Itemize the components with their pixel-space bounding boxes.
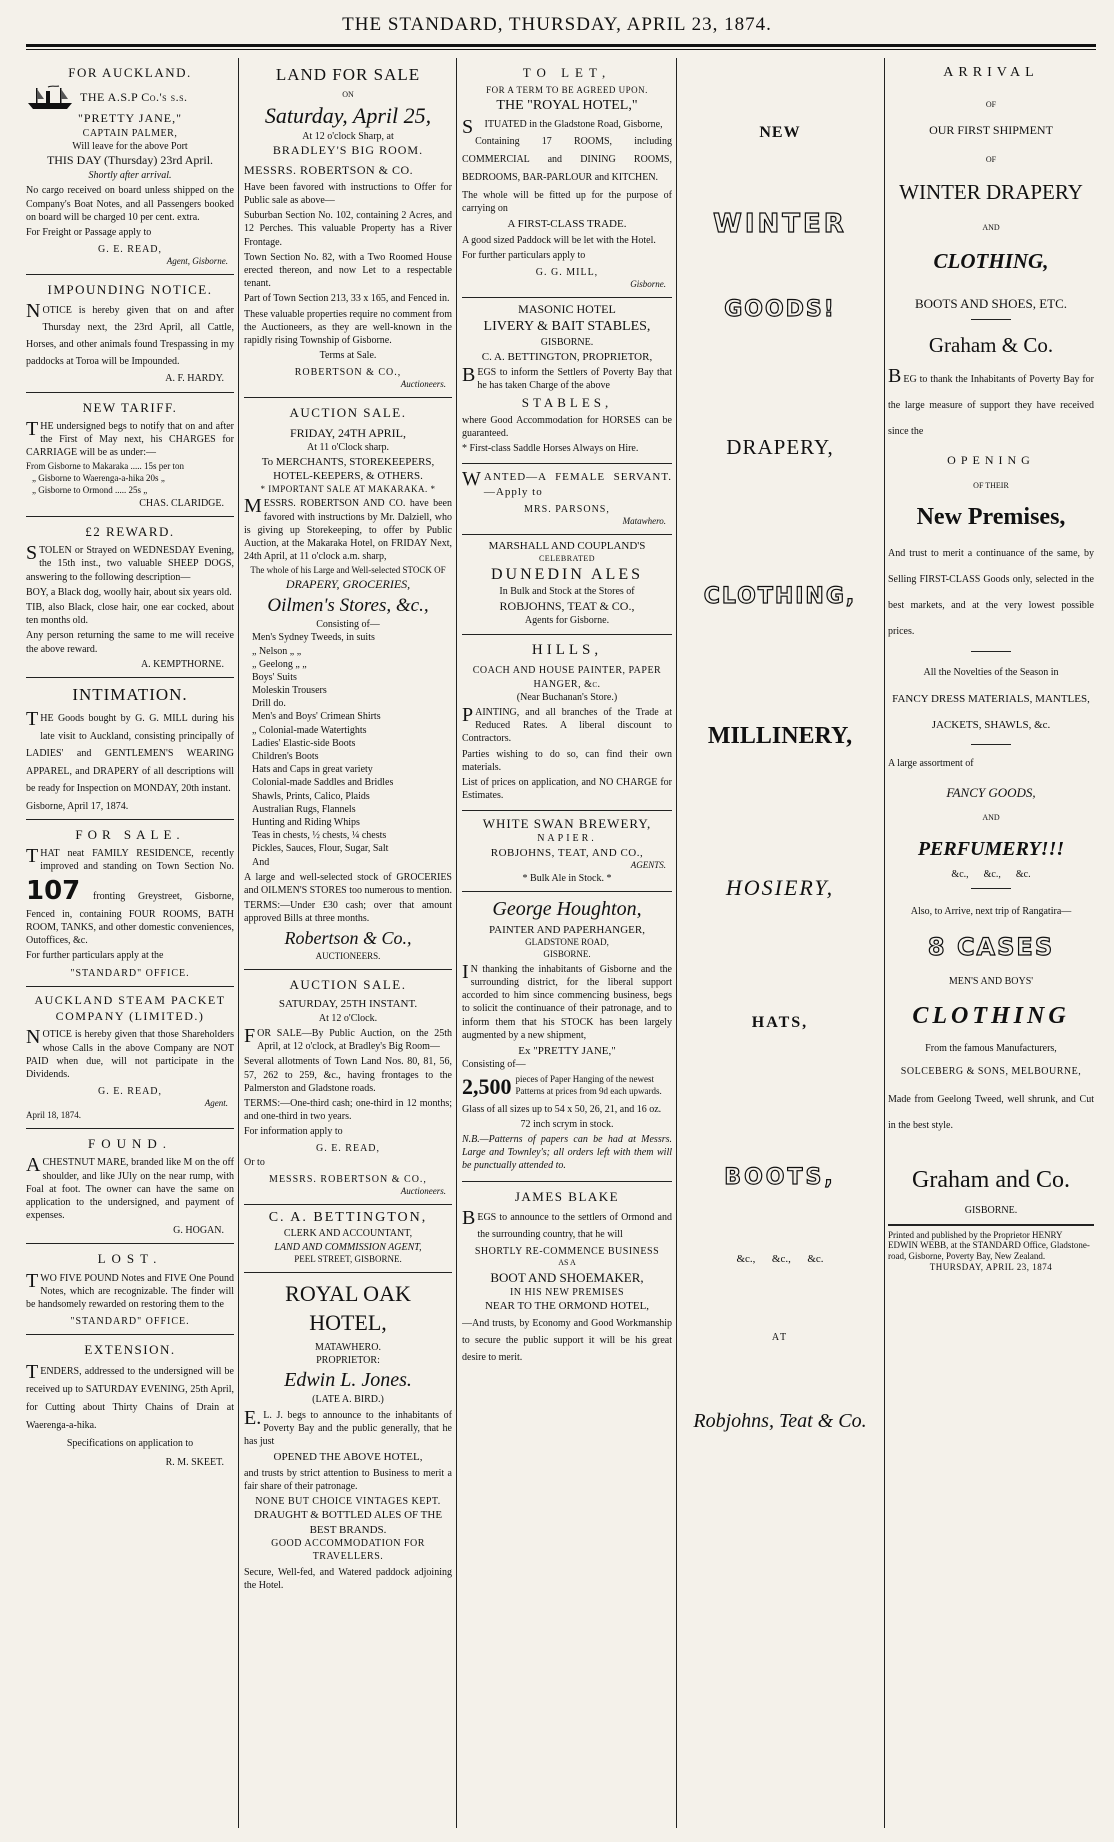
- ad-subtitle: AUCTIONEERS.: [315, 951, 381, 962]
- ad-hills: [462, 635, 672, 812]
- list-item: „ Geelong „ „: [252, 658, 307, 670]
- masthead: THE STANDARD, THURSDAY, APRIL 23, 1874.: [342, 14, 772, 35]
- ad-line: (LATE A. BIRD.): [312, 1394, 384, 1406]
- tariff-rate: From Gisborne to Makaraka ..... 15s per ton: [26, 461, 184, 472]
- ad-line: MEN'S AND BOYS': [948, 976, 1034, 988]
- ad-reward: [26, 517, 234, 678]
- ad-heading: MARSHALL AND COUPLAND'S: [488, 540, 646, 553]
- ad-line: Shortly after arrival.: [88, 170, 172, 182]
- ad-body: BEG to thank the Inhabitants of Poverty Bay for the large measure of support they have received since the: [888, 365, 1094, 438]
- ad-firm-robjohns: Robjohns, Teat & Co.: [693, 1409, 867, 1432]
- ad-word-winter: WINTER: [713, 209, 847, 240]
- ad-heading: INTIMATION.: [72, 684, 188, 704]
- ad-word-goods: GOODS!: [724, 297, 836, 323]
- ad-line: From the famous Manufacturers,: [925, 1043, 1057, 1055]
- ad-body-part: THAT neat FAMILY RESIDENCE, recently improved and standing on Town Section No.: [26, 845, 234, 873]
- ad-line: C. A. BETTINGTON, PROPRIETOR,: [481, 350, 653, 363]
- ad-heading: LIVERY & BAIT STABLES,: [483, 318, 651, 334]
- column-rule: [676, 58, 677, 1828]
- ad-body: BOY, a Black dog, woolly hair, about six years old.: [26, 586, 232, 598]
- sale-date: SATURDAY, 25TH INSTANT.: [278, 998, 418, 1011]
- ad-body: For Freight or Passage apply to: [26, 226, 152, 238]
- ad-line: STABLES,: [521, 395, 613, 411]
- ad-line: NAPIER.: [537, 833, 597, 845]
- ad-body: E.L. J. begs to announce to the inhabitants of Poverty Bay and the public generally, that he has just: [244, 1406, 452, 1447]
- ad-word-clothing: CLOTHING,: [703, 584, 857, 610]
- ad-heading: AUCTION SALE.: [289, 405, 407, 421]
- ad-body: * First-class Saddle Horses Always on Hire.: [462, 442, 639, 454]
- ad-signature: A. KEMPTHORNE.: [140, 658, 224, 670]
- ad-line: OF: [985, 100, 997, 110]
- ad-line: OF: [985, 154, 997, 164]
- ad-signature: CHAS. CLARIDGE.: [139, 497, 224, 509]
- ad-body: Secure, Well-fed, and Watered paddock adjoining the Hotel.: [244, 1566, 452, 1591]
- ad-line: Terms at Sale.: [319, 350, 377, 362]
- list-item: Colonial-made Saddles and Bridles: [252, 777, 394, 789]
- ad-to-let: [462, 58, 672, 298]
- ad-word-etc: &c., &c., &c.: [736, 1253, 824, 1266]
- ad-body: Several allotments of Town Land Nos. 80, 81, 56, 57, 262 to 259, &c., having frontages to the Palmerston and Gladstone roads.: [244, 1056, 452, 1094]
- ad-land-for-sale: [244, 58, 452, 398]
- ad-heading: PERFUMERY!!!: [917, 837, 1065, 860]
- ad-body: NOTICE is hereby given that those Shareholders whose Calls in the above Company are NOT PAID when due, will not participate in the Dividends.: [26, 1026, 234, 1081]
- ad-body: For further particulars apply to: [462, 249, 586, 261]
- ad-heading: LOST.: [97, 1251, 163, 1267]
- list-item: And: [252, 856, 270, 868]
- tariff-rate: „ Gisborne to Waerenga-a-hika 20s „: [32, 473, 165, 484]
- ad-heading: FOR SALE.: [75, 827, 185, 843]
- ship-name: "PRETTY JANE,": [77, 111, 183, 126]
- ad-line: GOOD ACCOMMODATION FOR TRAVELLERS.: [271, 1538, 425, 1563]
- ad-body: where Good Accommodation for HORSES can be guaranteed.: [462, 414, 672, 439]
- column-5: [888, 58, 1094, 1828]
- ad-body: Parties wishing to do so, can find their own materials.: [462, 748, 672, 773]
- ad-line: OF THEIR: [973, 481, 1009, 491]
- ad-heading: CLOTHING: [912, 1002, 1070, 1029]
- ad-line: Consisting of—: [316, 619, 380, 631]
- ad-line: DRAPERY, GROCERIES,: [285, 577, 411, 592]
- ad-line: AND: [982, 223, 1000, 233]
- ad-line: NONE BUT CHOICE VINTAGES KEPT.: [255, 1496, 441, 1508]
- ad-line: Ex "PRETTY JANE,": [518, 1044, 616, 1057]
- ad-heading: NEW TARIFF.: [82, 399, 178, 415]
- list-item: „ Nelson „ „: [252, 645, 302, 657]
- ad-line: * Bulk Ale in Stock. *: [522, 872, 612, 884]
- ad-line: AND: [982, 813, 1000, 823]
- ad-line: BOOT AND SHOEMAKER,: [490, 1269, 644, 1285]
- ad-signature: Robertson & Co.,: [284, 928, 412, 949]
- ad-signature: G. G. MILL,: [535, 266, 599, 278]
- ad-heading: AUCKLAND STEAM PACKET COMPANY (LIMITED.): [34, 992, 226, 1023]
- ad-subtitle: Agent.: [204, 1098, 228, 1109]
- ad-line: DRAUGHT & BOTTLED ALES OF THE BEST BRANDS.: [253, 1509, 443, 1536]
- ad-line: COACH AND HOUSE PAINTER, PAPER HANGER, &c.: [472, 665, 662, 690]
- ad-george-houghton: [462, 892, 672, 1181]
- ad-line: THE A.S.P Co.'s s.s.: [80, 90, 188, 105]
- ad-heading: MASONIC HOTEL: [518, 302, 616, 317]
- ad-body: THE Goods bought by G. G. MILL during his late visit to Auckland, consisting principally of LADIES' and GENTLEMEN'S WEARING APPAREL, and DRAPERY of all descriptions will be ready for Inspection on MONDAY, 20th instant.: [26, 708, 234, 795]
- ad-line: GISBORNE.: [540, 337, 594, 349]
- top-rule-thin: [26, 49, 1096, 50]
- ad-heading: AUCTION SALE.: [289, 977, 407, 993]
- column-2: [244, 58, 452, 1828]
- ad-heading: TO LET,: [522, 65, 612, 80]
- ad-body: THE undersigned begs to notify that on and after the First of May next, his CHARGES for CARRIAGE will be as under:—: [26, 417, 234, 459]
- list-item: „ Colonial-made Watertights: [252, 724, 367, 736]
- ad-for-sale: [26, 820, 234, 987]
- ad-body: Made from Geelong Tweed, well shrunk, and Cut in the best style.: [888, 1093, 1094, 1131]
- ad-body: No cargo received on board unless shipped on the Company's Boat Notes, and all Passengers booked on board will be charged 10 per cent. extra.: [26, 185, 234, 223]
- ad-heading: WINTER DRAPERY: [899, 180, 1083, 205]
- ad-line: CLERK AND ACCOUNTANT,: [283, 1228, 413, 1240]
- ad-signature: G. HOGAN.: [173, 1225, 224, 1237]
- ad-body: Containing 17 ROOMS, including COMMERCIAL and DINING ROOMS, BEDROOMS, BAR-PARLOUR and KITCHEN.: [462, 135, 672, 183]
- ad-signature: G. E. READ,: [315, 1143, 381, 1155]
- ad-line: SHORTLY RE-COMMENCE BUSINESS: [474, 1245, 660, 1257]
- ad-subtitle: Matawhero.: [622, 516, 666, 527]
- ad-body: The whole will be fitted up for the purpose of carrying on: [462, 189, 672, 214]
- ad-masonic-hotel: [462, 298, 672, 464]
- ad-line: A FIRST-CLASS TRADE.: [507, 218, 627, 231]
- ad-body: MESSRS. ROBERTSON AND CO. have been favored with instructions by Mr. Dalziell, who is giving up Storekeeping, to offer by Public Auction, at the Makaraka Hotel, on FRIDAY Next, 24th April, at 11 o'clock a.m. sharp,: [244, 495, 452, 563]
- ad-word-new: NEW: [759, 124, 801, 141]
- ad-line: PAINTER AND PAPERHANGER,: [489, 923, 645, 936]
- list-item: Ladies' Elastic-side Boots: [252, 737, 356, 749]
- ad-line: BOOTS AND SHOES, ETC.: [914, 296, 1068, 312]
- ad-body: Suburban Section No. 102, containing 2 Acres, and 12 Perches. This valuable Property has a River Frontage.: [244, 210, 452, 248]
- separator: [971, 319, 1011, 320]
- ad-heading: ARRIVAL: [943, 65, 1039, 80]
- imprint-text: Printed and published by the Proprietor HENRY EDWIN WEBB, at the STANDARD Office, Gladstone-road, Gisborne, Poverty Bay, New Zealand.: [888, 1229, 1090, 1262]
- ad-line: At 11 o'Clock sharp.: [307, 442, 389, 454]
- ad-body: and trusts by strict attention to Business to merit a fair share of their patronage.: [244, 1467, 452, 1492]
- ad-line: At 12 o'clock Sharp, at: [302, 131, 394, 143]
- list-item: Pickles, Sauces, Flour, Sugar, Salt: [252, 843, 389, 855]
- ad-line: BRADLEY'S BIG ROOM.: [272, 143, 424, 158]
- ad-line: MESSRS. ROBERTSON & CO.: [244, 163, 414, 178]
- ad-body: BEGS to inform the Settlers of Poverty Bay that he has taken Charge of the above: [462, 364, 672, 392]
- ad-steam-packet: [26, 987, 234, 1129]
- list-item: Boys' Suits: [252, 671, 297, 683]
- ad-body: [26, 847, 234, 947]
- ad-line: AS A: [558, 1257, 576, 1267]
- ad-word-hosiery: HOSIERY,: [725, 874, 835, 900]
- separator: [971, 744, 1011, 745]
- ad-signature: G. E. READ,: [97, 1086, 163, 1098]
- ad-signature: MRS. PARSONS,: [524, 504, 610, 516]
- ad-wanted: [462, 464, 672, 535]
- ad-line: LAND AND COMMISSION AGENT,: [274, 1241, 422, 1253]
- ad-word-hats: HATS,: [751, 1013, 809, 1031]
- ad-line: GISBORNE.: [543, 948, 591, 959]
- ad-line: THIS DAY (Thursday) 23rd April.: [46, 153, 214, 168]
- ad-word-millinery: MILLINERY,: [707, 723, 853, 750]
- ad-signature: ROBERTSON & CO.,: [294, 367, 402, 379]
- ad-body-part: fronting Greystreet, Gisborne, Fenced in, containing FOUR ROOMS, BATH ROOM, TANKS, and other domestic conveniences, Outoffices, &c.: [26, 890, 234, 947]
- ad-heading: FOR AUCKLAND.: [68, 65, 192, 80]
- ad-body: NOTICE is hereby given that on and after Thursday next, the 23rd April, all Cattle, Horses, and other animals found Trespassing in my paddocks at Toroa will be Impounded.: [26, 300, 234, 368]
- tariff-rate: „ Gisborne to Ormond ..... 25s „: [32, 485, 148, 495]
- ad-body: And trust to merit a continuance of the same, by Selling FIRST-CLASS Goods only, selected in the best markets, and at the very lowest possible prices.: [888, 548, 1094, 638]
- ad-signature: "STANDARD" OFFICE.: [70, 967, 190, 979]
- ad-heading: JAMES BLAKE: [514, 1188, 620, 1204]
- ad-signature: MESSRS. ROBERTSON & CO.,: [269, 1173, 427, 1185]
- ad-date: April 18, 1874.: [26, 1110, 81, 1121]
- ad-body: IN thanking the inhabitants of Gisborne and the surrounding district, for the liberal support accorded to him since commencing business, begs to solicit the continuance of their patronage, and to inform them that his STOCK has been largely augmented by a new shipment,: [462, 960, 672, 1041]
- ad-body: pieces of Paper Hanging of the newest Patterns at prices from 9d each upwards.: [515, 1074, 662, 1097]
- ad-signature: G. E. READ,: [97, 244, 163, 256]
- list-item: Hunting and Riding Whips: [252, 816, 360, 828]
- ad-line: GLADSTONE ROAD,: [525, 937, 609, 948]
- ad-line: Consisting of—: [462, 1059, 526, 1071]
- ad-line: PROPRIETOR:: [316, 1354, 380, 1366]
- ad-body: Glass of all sizes up to 54 x 50, 26, 21, and 16 oz.: [462, 1103, 662, 1115]
- top-rule: [26, 44, 1096, 47]
- ad-subtitle: Agent, Gisborne.: [166, 256, 228, 267]
- ad-line: (Near Buchanan's Store.): [516, 691, 618, 703]
- ad-heading: WHITE SWAN BREWERY,: [482, 816, 652, 832]
- ad-line: OUR FIRST SHIPMENT: [929, 123, 1053, 138]
- ad-body: Part of Town Section 213, 33 x 165, and Fenced in.: [244, 293, 450, 305]
- ad-new-tariff: [26, 393, 234, 518]
- ad-body: Have been favored with instructions to Offer for Public sale as above—: [244, 181, 452, 207]
- ad-body: Specifications on application to: [66, 1437, 194, 1449]
- ad-line: OPENED THE ABOVE HOTEL,: [273, 1451, 423, 1464]
- list-item: Men's Sydney Tweeds, in suits: [252, 632, 375, 644]
- ad-line: MATAWHERO.: [315, 1341, 381, 1353]
- ad-line: In Bulk and Stock at the Stores of: [499, 586, 635, 598]
- separator: [971, 651, 1011, 652]
- ad-line: CELEBRATED: [538, 553, 596, 563]
- ad-heading: £2 REWARD.: [85, 524, 175, 540]
- ad-royal-oak-hotel: [244, 1273, 452, 1600]
- ad-signature: R. M. SKEET.: [165, 1456, 224, 1468]
- ad-line: The whole of his Large and Well-selected STOCK OF: [250, 565, 446, 576]
- ad-dunedin-ales: [462, 535, 672, 634]
- ad-body: WANTED—A FEMALE SERVANT.—Apply to: [462, 468, 672, 498]
- ad-line: Agents for Gisborne.: [524, 615, 610, 627]
- ad-heading: FOUND.: [87, 1136, 173, 1152]
- ad-line: PEEL STREET, GISBORNE.: [294, 1253, 402, 1264]
- column-1: [26, 58, 234, 1828]
- ad-james-blake: [462, 1182, 672, 1375]
- ad-signature: "STANDARD" OFFICE.: [70, 1316, 190, 1328]
- ad-heading: HILLS,: [531, 641, 603, 658]
- ad-word-drapery: DRAPERY,: [726, 435, 834, 460]
- ad-body: List of prices on application, and NO CHARGE for Estimates.: [462, 776, 672, 802]
- ad-line: To MERCHANTS, STOREKEEPERS, HOTEL-KEEPERS, & OTHERS.: [261, 455, 435, 483]
- ad-word-boots: BOOTS,: [724, 1165, 836, 1191]
- ad-body: A large and well-selected stock of GROCERIES and OILMEN'S STORES too numerous to mention.: [244, 871, 452, 896]
- ad-line: NEAR TO THE ORMOND HOTEL,: [484, 1299, 650, 1312]
- ad-line: A large assortment of: [888, 758, 974, 770]
- ad-line: All the Novelties of the Season in: [923, 667, 1059, 679]
- ad-graham-arrival: [888, 58, 1094, 1225]
- ad-line: CAPTAIN PALMER,: [82, 127, 178, 139]
- ad-subtitle: AGENTS.: [630, 860, 666, 871]
- column-4: [680, 58, 880, 1828]
- list-item: Australian Rugs, Flannels: [252, 803, 356, 815]
- list-item: Shawls, Prints, Calico, Plaids: [252, 790, 370, 802]
- ad-heading: ROYAL OAK HOTEL,: [285, 1280, 411, 1335]
- list-item: Drill do.: [252, 698, 286, 710]
- ad-subtitle: Gisborne.: [630, 279, 666, 290]
- ad-body: BEGS to announce to the settlers of Ormond and the surrounding country, that he will: [462, 1206, 672, 1240]
- ad-line: FANCY DRESS MATERIALS, MANTLES, JACKETS, SHAWLS, &c.: [892, 693, 1090, 731]
- hotel-name: THE "ROYAL HOTEL,": [496, 98, 638, 114]
- ad-white-swan-brewery: [462, 811, 672, 892]
- list-item: Teas in chests, ½ chests, ¼ chests: [252, 830, 387, 842]
- ad-extension: [26, 1335, 234, 1475]
- ad-line: FOR A TERM TO BE AGREED UPON.: [486, 85, 648, 96]
- ad-found: [26, 1129, 234, 1244]
- list-item: Men's and Boys' Crimean Shirts: [252, 711, 381, 723]
- list-item: Moleskin Trousers: [252, 685, 327, 697]
- sale-date: Saturday, April 25,: [264, 102, 432, 128]
- ad-body: Any person returning the same to me will receive the above reward.: [26, 630, 234, 655]
- list-item: Children's Boots: [252, 751, 319, 763]
- ad-body: —And trusts, by Economy and Good Workmanship to secure the public support it will be his great desire to merit.: [462, 1318, 672, 1364]
- ad-heading: LAND FOR SALE: [275, 65, 421, 84]
- imprint: [888, 1225, 1094, 1273]
- ad-body: A good sized Paddock will be let with the Hotel.: [462, 234, 656, 246]
- ad-body: SITUATED in the Gladstone Road, Gisborne,: [462, 115, 663, 138]
- separator: [971, 888, 1011, 889]
- steamship-icon: [26, 85, 74, 111]
- imprint-date: THURSDAY, APRIL 23, 1874: [929, 1261, 1053, 1272]
- ad-auction-sale-saturday: [244, 970, 452, 1205]
- ad-line: Or to: [244, 1156, 265, 1168]
- ad-body: STOLEN or Strayed on WEDNESDAY Evening, the 15th inst., two valuable SHEEP DOGS, answering to the following description—: [26, 542, 234, 583]
- item-list: [244, 631, 452, 868]
- ad-line: IN HIS NEW PREMISES: [509, 1286, 625, 1298]
- ad-line: &c., &c., &c.: [951, 869, 1031, 881]
- ad-body: Town Section No. 82, with a Two Roomed House erected thereon, and now Let to a respectable tenant.: [244, 251, 452, 290]
- ad-body: PAINTING, and all branches of the Trade at Reduced Rates. A liberal discount to Contractors.: [462, 703, 672, 745]
- ad-heading: EXTENSION.: [84, 1342, 176, 1358]
- ad-body: N.B.—Patterns of papers can be had at Messrs. Large and Townley's; all orders left with them will be punctually attended to.: [462, 1134, 672, 1172]
- ad-line: Will leave for the above Port: [72, 141, 188, 153]
- ad-heading: IMPOUNDING NOTICE.: [47, 282, 213, 298]
- ad-heading: C. A. BETTINGTON,: [268, 1209, 428, 1225]
- section-number: 107: [26, 875, 81, 906]
- list-item: Hats and Caps in great variety: [252, 764, 373, 776]
- ad-body: TENDERS, addressed to the undersigned will be received up to SATURDAY EVENING, 25th April, for Cutting about Thirty Chains of Drain at Waerenga-a-hika.: [26, 1360, 234, 1431]
- ad-heading: 8 CASES: [927, 932, 1055, 961]
- column-rule: [884, 58, 885, 1828]
- ad-firm-graham-2: Graham and Co.: [912, 1166, 1070, 1193]
- ad-line: ROBJOHNS, TEAT & CO.,: [499, 598, 635, 613]
- ad-line: 72 inch scrym in stock.: [520, 1118, 614, 1130]
- column-rule: [456, 58, 457, 1828]
- ad-bettington: [244, 1205, 452, 1273]
- ad-body: FOR SALE—By Public Auction, on the 25th April, at 12 o'clock, at Bradley's Big Room—: [244, 1024, 452, 1053]
- sale-date: FRIDAY, 24TH APRIL,: [289, 425, 407, 440]
- ad-line: * IMPORTANT SALE AT MAKARAKA. *: [260, 483, 436, 494]
- ad-heading: New Premises,: [916, 503, 1066, 530]
- ad-body: TERMS:—One-third cash; one-third in 12 months; and one-third in two years.: [244, 1097, 452, 1123]
- ad-auction-sale-friday: [244, 398, 452, 970]
- ad-line: FANCY GOODS,: [946, 785, 1036, 801]
- ad-line: OPENING: [947, 453, 1035, 468]
- ad-line: ON: [342, 90, 354, 100]
- ad-body: TIB, also Black, close hair, one ear cocked, about ten months old.: [26, 601, 234, 627]
- ad-intimation: [26, 678, 234, 820]
- ad-line: Also, to Arrive, next trip of Rangatira—: [910, 905, 1072, 917]
- ad-line: Oilmen's Stores, &c.,: [267, 595, 429, 617]
- ad-line: At 12 o'Clock.: [318, 1012, 378, 1024]
- ad-word-at: AT: [771, 1331, 789, 1343]
- ad-date: Gisborne, April 17, 1874.: [26, 800, 129, 812]
- ad-line: SOLCEBERG & SONS, MELBOURNE,: [900, 1066, 1082, 1078]
- ad-impounding-notice: [26, 275, 234, 392]
- paper-count: 2,500: [462, 1073, 512, 1099]
- ad-for-auckland: [26, 58, 234, 275]
- ad-heading: CLOTHING,: [933, 248, 1049, 273]
- ad-body: TERMS:—Under £30 cash; over that amount approved Bills at three months.: [244, 900, 452, 925]
- column-3: [462, 58, 672, 1828]
- ad-line: GISBORNE.: [964, 1205, 1018, 1217]
- ad-heading: DUNEDIN ALES: [491, 566, 643, 584]
- proprietor-name: Edwin L. Jones.: [284, 1369, 412, 1392]
- ad-body: For information apply to: [244, 1126, 343, 1138]
- ad-lost: [26, 1244, 234, 1335]
- ad-signature: A. F. HARDY.: [165, 373, 224, 385]
- ad-body: These valuable properties require no comment from the Auctioneers, as they are well-known in the rapidly rising Township of Gisborne.: [244, 308, 452, 346]
- ad-subtitle: Auctioneers.: [400, 379, 446, 390]
- ad-heading: George Houghton,: [492, 898, 642, 921]
- column-rule: [238, 58, 239, 1828]
- ad-body: For further particulars apply at the: [26, 950, 164, 962]
- ad-subtitle: Auctioneers.: [400, 1186, 446, 1197]
- ad-body: TWO FIVE POUND Notes and FIVE One Pound Notes, which are recognizable. The finder will be handsomely rewarded on restoring them to the: [26, 1269, 234, 1310]
- ad-line: ROBJOHNS, TEAT, AND CO.,: [490, 846, 644, 859]
- ad-body: ACHESTNUT MARE, branded like M on the off shoulder, and like JUly on the near rump, with Foal at foot. The owner can have the same on application to the undersigned, and payment of expenses.: [26, 1154, 234, 1222]
- ad-firm-graham: Graham & Co.: [928, 332, 1054, 357]
